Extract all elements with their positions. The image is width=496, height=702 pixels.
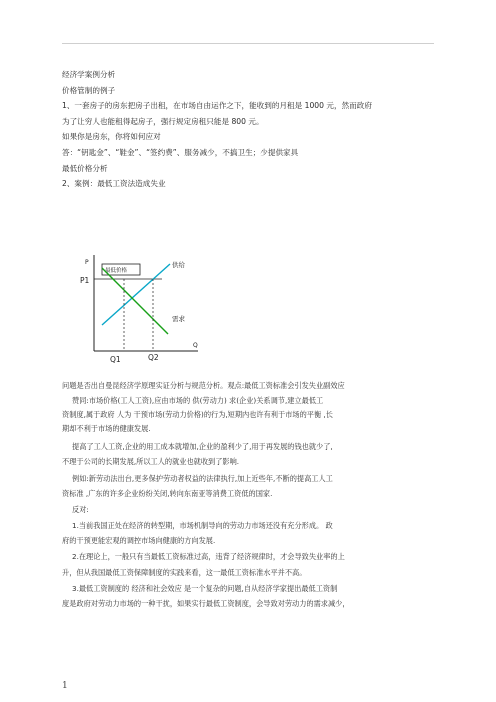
paragraph-line: 赞同:市场价格(工人工资),应由市场的 供(劳动力) 求(企业)关系调节,建立最低工: [72, 396, 324, 405]
paragraph-line: 为了让穷人也能租得起房子，强行规定房租只能是 800 元。: [62, 117, 264, 126]
section-heading: 价格管制的例子: [62, 86, 116, 95]
paragraph-line: 1.当前我国正处在经济的转型期，市场机制导向的劳动力市场还没有充分形成。 政: [72, 521, 333, 530]
section-heading: 最低价格分析: [62, 164, 108, 173]
paragraph-line: 例如:新劳动法出台,更多保护劳动者权益的法律执行,加上近些年,不断的提高工人工: [72, 474, 333, 483]
supply-label: 供给: [172, 261, 185, 269]
axis-p-label: P: [85, 259, 89, 266]
figure-svg: [80, 252, 200, 364]
paragraph-line: 2、案例：最低工资法造成失业: [62, 179, 166, 188]
paragraph-line: 反对:: [72, 505, 89, 514]
paragraph-line: 1、一套房子的房东把房子出租，在市场自由运作之下，能收到的月租是 1000 元，然而政府: [62, 101, 372, 110]
supply-demand-figure: [80, 252, 200, 364]
q1-label: Q1: [110, 355, 121, 364]
axis-q-label: Q: [193, 342, 198, 349]
header-rule: [62, 43, 434, 44]
page-number: 1: [62, 681, 68, 691]
demand-line: [102, 268, 168, 334]
paragraph-line: 升，但从我国最低工资保障制度的实践来看，这一最低工资标准水平并不高。: [62, 568, 307, 577]
paragraph-line: 答：“钥匙金”、“鞋金”、“签约费”、服务减少，不搞卫生；少提供家具: [62, 148, 299, 157]
min-price-box-label: 最低价格: [105, 268, 128, 274]
demand-label: 需求: [172, 315, 185, 323]
paragraph-line: 提高了工人工资,企业的用工成本就增加,企业的盈利少了,用于再发展的钱也就少了,: [72, 442, 333, 451]
paragraph-line: 2.在理论上，一般只有当最低工资标准过高，违背了经济规律时，才会导致失业率的上: [72, 552, 345, 561]
paragraph-line: 如果你是房东，你将如何应对: [62, 132, 161, 141]
doc-title: 经济学案例分析: [62, 70, 116, 79]
paragraph-line: 问题是否出自曼昆经济学原理实证分析与规范分析。观点:最低工资标准会引发失业副效应: [62, 381, 345, 390]
paragraph-line: 资制度,属于政府 人为 干预市场(劳动力价格)的行为,短期内也许有利于市场的平衡 ,长: [62, 410, 333, 419]
paragraph-line: 3.最低工资制度的 经济和社会效应 是一个复杂的问题,自从经济学家提出最低工资制: [72, 584, 338, 593]
paragraph-line: 府的干预更能宏观的调控市场向健康的方向发展.: [62, 536, 216, 545]
p1-label: P1: [80, 276, 90, 285]
paragraph-line: 期却不利于市场的健康发展.: [62, 424, 151, 433]
paragraph-line: 资标准 ,广东的许多企业纷纷关闭,转向东南亚等消费工资低的国家.: [62, 489, 273, 498]
paragraph-line: 不理于公司的长期发展,所以工人的就业也就收到了影响.: [62, 457, 240, 466]
paragraph-line: 度是政府对劳动力市场的一种干扰，如果实行最低工资制度，会导致对劳动力的需求减少，: [62, 599, 350, 608]
q2-label: Q2: [148, 353, 159, 362]
